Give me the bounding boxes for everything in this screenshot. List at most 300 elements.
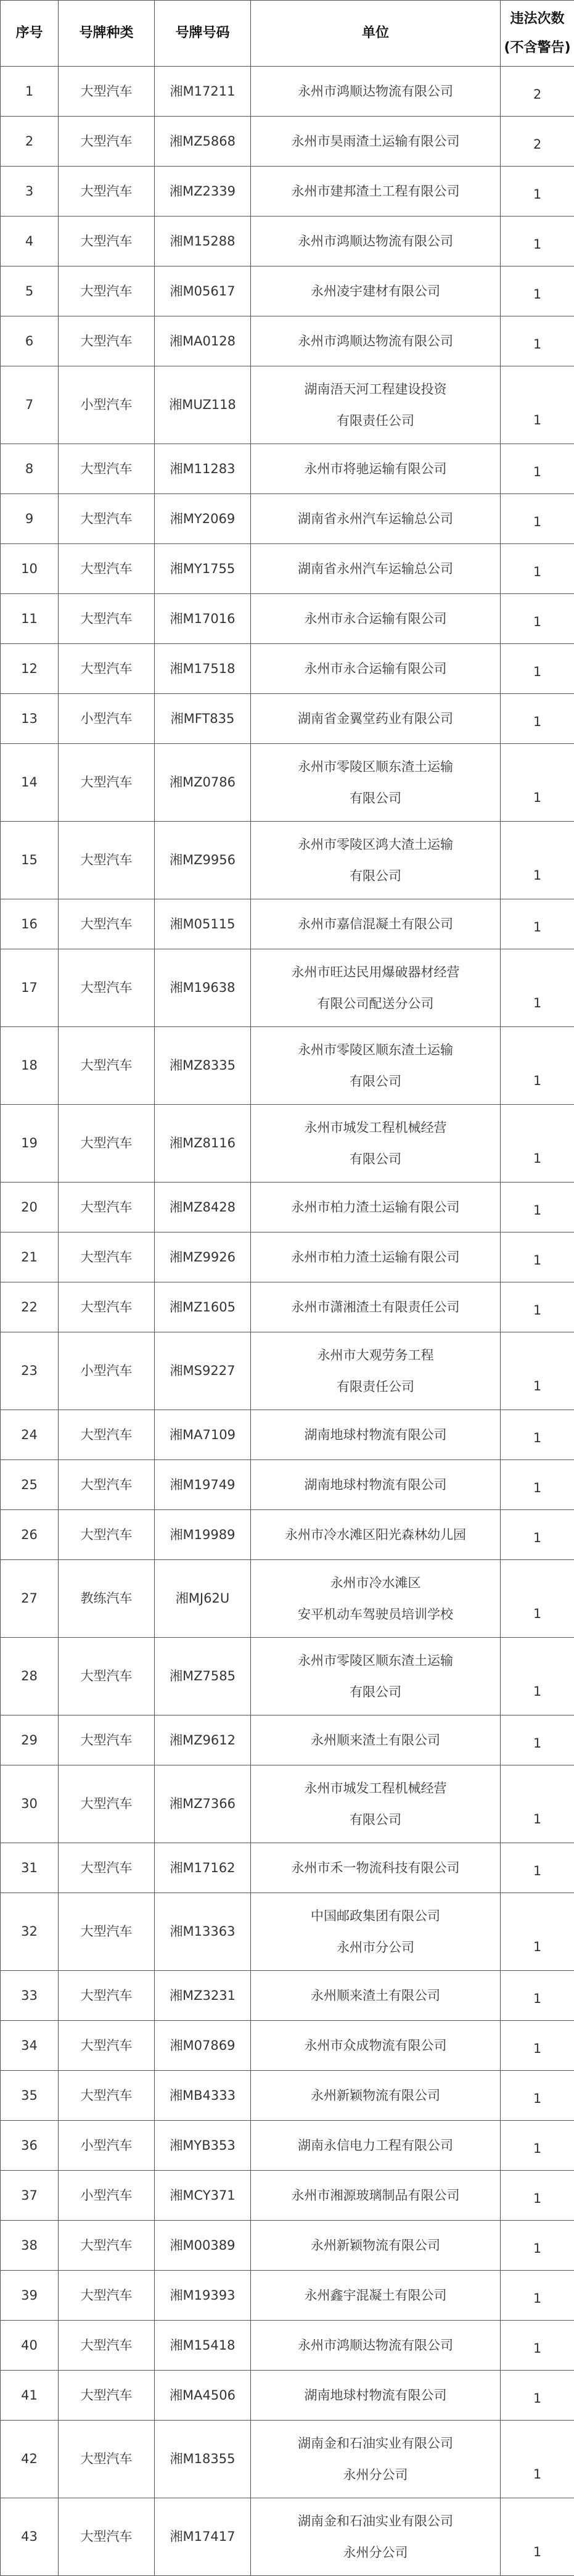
cell-unit xyxy=(251,1105,501,1183)
cell-violation-count xyxy=(501,1232,574,1282)
table-row xyxy=(1,1105,574,1183)
unit-line1: 永州市柏力渣土运输有限公司 xyxy=(251,1199,500,1215)
cell-unit xyxy=(251,2221,501,2271)
cell-violation-count xyxy=(501,167,574,217)
cell-seq: 23 xyxy=(1,1332,59,1410)
cell-unit xyxy=(251,1410,501,1460)
unit-line1: 永州市建邦渣土工程有限公司 xyxy=(251,183,500,199)
violation-count-value: 1 xyxy=(501,2234,574,2256)
cell-plate-number: 湘MZ3231 xyxy=(155,1971,251,2021)
cell-violation-count xyxy=(501,1105,574,1183)
cell-violation-count xyxy=(501,1560,574,1638)
cell-plate-type: 大型汽车 xyxy=(59,822,155,899)
unit-line1: 永州市鸿顺达物流有限公司 xyxy=(251,83,500,99)
cell-seq: 32 xyxy=(1,1893,59,1971)
header-plate-type: 号牌种类 xyxy=(59,1,155,67)
cell-unit xyxy=(251,1232,501,1282)
unit-line1: 永州市城发工程机械经营 xyxy=(251,1780,500,1796)
cell-seq: 14 xyxy=(1,744,59,822)
cell-seq: 1 xyxy=(1,67,59,117)
cell-seq: 3 xyxy=(1,167,59,217)
unit-line1: 湖南省金翼堂药业有限公司 xyxy=(251,711,500,727)
cell-seq: 24 xyxy=(1,1410,59,1460)
cell-plate-type: 大型汽车 xyxy=(59,1765,155,1843)
cell-seq: 4 xyxy=(1,217,59,266)
cell-plate-type: 大型汽车 xyxy=(59,644,155,694)
violation-count-value: 1 xyxy=(501,913,574,935)
unit-line2: 安平机动车驾驶员培训学校 xyxy=(251,1606,500,1622)
cell-seq: 19 xyxy=(1,1105,59,1183)
cell-plate-type: 大型汽车 xyxy=(59,167,155,217)
cell-seq: 31 xyxy=(1,1843,59,1893)
cell-violation-count xyxy=(501,594,574,644)
cell-plate-type: 大型汽车 xyxy=(59,1105,155,1183)
cell-plate-number: 湘M13363 xyxy=(155,1893,251,1971)
unit-line1: 永州市鸿顺达物流有限公司 xyxy=(251,233,500,249)
cell-seq: 15 xyxy=(1,822,59,899)
table-row xyxy=(1,899,574,949)
cell-unit xyxy=(251,2021,501,2071)
cell-plate-type: 大型汽车 xyxy=(59,2371,155,2421)
table-row xyxy=(1,1510,574,1560)
violation-count-value: 1 xyxy=(501,1984,574,2007)
cell-plate-type: 大型汽车 xyxy=(59,494,155,544)
table-row xyxy=(1,1027,574,1105)
cell-plate-type: 大型汽车 xyxy=(59,217,155,266)
cell-plate-number: 湘MA7109 xyxy=(155,1410,251,1460)
cell-seq: 35 xyxy=(1,2071,59,2121)
cell-plate-number: 湘MA0128 xyxy=(155,316,251,366)
cell-unit xyxy=(251,167,501,217)
table-row xyxy=(1,1460,574,1510)
cell-seq: 30 xyxy=(1,1765,59,1843)
cell-plate-type: 大型汽车 xyxy=(59,2271,155,2321)
cell-plate-type: 大型汽车 xyxy=(59,744,155,822)
cell-plate-number: 湘M17518 xyxy=(155,644,251,694)
cell-plate-type: 小型汽车 xyxy=(59,694,155,744)
table-header-row xyxy=(1,1,574,67)
table-body xyxy=(1,67,574,2576)
table-row xyxy=(1,217,574,266)
cell-plate-number: 湘M18355 xyxy=(155,2421,251,2498)
cell-seq: 40 xyxy=(1,2321,59,2371)
cell-plate-number: 湘M17162 xyxy=(155,1843,251,1893)
table-row xyxy=(1,2221,574,2271)
cell-seq: 16 xyxy=(1,899,59,949)
violation-count-value: 1 xyxy=(501,2034,574,2057)
unit-line1: 永州市潇湘渣土有限责任公司 xyxy=(251,1299,500,1315)
table-row xyxy=(1,1893,574,1971)
cell-unit xyxy=(251,2271,501,2321)
unit-line1: 永州市嘉信混凝土有限公司 xyxy=(251,916,500,932)
cell-violation-count xyxy=(501,2221,574,2271)
table-row xyxy=(1,2071,574,2121)
cell-unit xyxy=(251,1765,501,1843)
table-row xyxy=(1,1765,574,1843)
cell-unit xyxy=(251,266,501,316)
cell-unit xyxy=(251,1282,501,1332)
cell-violation-count xyxy=(501,1027,574,1105)
cell-plate-type: 大型汽车 xyxy=(59,1715,155,1765)
violation-count-value: 1 xyxy=(501,280,574,302)
cell-unit xyxy=(251,694,501,744)
cell-violation-count xyxy=(501,949,574,1027)
violation-count-value: 2 xyxy=(501,130,574,152)
unit-line1: 永州市鸿顺达物流有限公司 xyxy=(251,333,500,349)
cell-plate-type: 大型汽车 xyxy=(59,2071,155,2121)
cell-seq: 39 xyxy=(1,2271,59,2321)
cell-violation-count xyxy=(501,2271,574,2321)
cell-plate-number: 湘MB4333 xyxy=(155,2071,251,2121)
cell-unit xyxy=(251,494,501,544)
cell-plate-type: 小型汽车 xyxy=(59,1332,155,1410)
violation-count-value: 1 xyxy=(501,1347,574,1394)
cell-unit xyxy=(251,2071,501,2121)
cell-unit xyxy=(251,1971,501,2021)
cell-violation-count xyxy=(501,2371,574,2421)
cell-seq: 34 xyxy=(1,2021,59,2071)
cell-violation-count xyxy=(501,1638,574,1715)
cell-plate-number: 湘M05617 xyxy=(155,266,251,316)
cell-plate-number: 湘M11283 xyxy=(155,444,251,494)
unit-line1: 永州市零陵区顺东渣土运输 xyxy=(251,1042,500,1058)
table-row xyxy=(1,167,574,217)
violation-count-value: 1 xyxy=(501,658,574,680)
unit-line1: 湖南金和石油实业有限公司 xyxy=(251,2435,500,2451)
cell-violation-count xyxy=(501,494,574,544)
violation-count-value: 1 xyxy=(501,180,574,202)
table-row xyxy=(1,316,574,366)
unit-line2: 有限公司 xyxy=(251,790,500,806)
table-row xyxy=(1,744,574,822)
cell-violation-count xyxy=(501,1971,574,2021)
violation-count-value: 1 xyxy=(501,2334,574,2356)
cell-plate-number: 湘M19638 xyxy=(155,949,251,1027)
violation-count-value: 1 xyxy=(501,1246,574,1268)
header-count-line1: 违法次数 xyxy=(510,11,564,27)
violation-count-value: 1 xyxy=(501,1780,574,1827)
cell-unit xyxy=(251,1560,501,1638)
table-row xyxy=(1,1410,574,1460)
cell-unit xyxy=(251,2371,501,2421)
table-row xyxy=(1,2321,574,2371)
cell-violation-count xyxy=(501,366,574,444)
cell-violation-count xyxy=(501,694,574,744)
violation-count-value: 1 xyxy=(501,330,574,352)
cell-plate-type: 大型汽车 xyxy=(59,1510,155,1560)
unit-line1: 永州市湘源玻璃制品有限公司 xyxy=(251,2187,500,2203)
unit-line1: 永州市冷水滩区阳光森林幼儿园 xyxy=(251,1527,500,1543)
cell-plate-number: 湘MZ7585 xyxy=(155,1638,251,1715)
cell-unit xyxy=(251,544,501,594)
unit-line2: 有限公司 xyxy=(251,868,500,884)
cell-plate-number: 湘MZ2339 xyxy=(155,167,251,217)
violation-count-value: 2 xyxy=(501,80,574,102)
cell-plate-number: 湘MZ1605 xyxy=(155,1282,251,1332)
table-row xyxy=(1,2421,574,2498)
table-row xyxy=(1,2121,574,2171)
violation-count-value: 1 xyxy=(501,2084,574,2107)
cell-violation-count xyxy=(501,1460,574,1510)
violation-count-value: 1 xyxy=(501,2284,574,2306)
cell-plate-number: 湘MZ7366 xyxy=(155,1765,251,1843)
cell-violation-count xyxy=(501,1282,574,1332)
cell-plate-number: 湘MJ62U xyxy=(155,1560,251,1638)
cell-seq: 12 xyxy=(1,644,59,694)
cell-seq: 29 xyxy=(1,1715,59,1765)
cell-plate-type: 大型汽车 xyxy=(59,1971,155,2021)
violation-count-value: 1 xyxy=(501,458,574,480)
table-row xyxy=(1,1560,574,1638)
violation-count-value: 1 xyxy=(501,964,574,1011)
table-row xyxy=(1,2498,574,2576)
unit-line1: 永州凌宇建材有限公司 xyxy=(251,283,500,299)
cell-seq: 28 xyxy=(1,1638,59,1715)
cell-seq: 42 xyxy=(1,2421,59,2498)
cell-unit xyxy=(251,949,501,1027)
unit-line1: 永州市鸿顺达物流有限公司 xyxy=(251,2337,500,2353)
unit-line1: 永州市零陵区鸿大渣土运输 xyxy=(251,836,500,852)
cell-seq: 17 xyxy=(1,949,59,1027)
violation-count-value: 1 xyxy=(501,1042,574,1089)
table-row xyxy=(1,949,574,1027)
cell-plate-type: 大型汽车 xyxy=(59,1410,155,1460)
table-row xyxy=(1,1282,574,1332)
cell-plate-number: 湘M15418 xyxy=(155,2321,251,2371)
cell-plate-type: 大型汽车 xyxy=(59,2421,155,2498)
cell-violation-count xyxy=(501,744,574,822)
unit-line1: 湖南省永州汽车运输总公司 xyxy=(251,561,500,577)
violation-count-value: 1 xyxy=(501,1729,574,1751)
violation-count-value: 1 xyxy=(501,1474,574,1496)
unit-line1: 永州市昊雨渣土运输有限公司 xyxy=(251,133,500,149)
unit-line2: 永州分公司 xyxy=(251,2545,500,2561)
cell-violation-count xyxy=(501,2071,574,2121)
cell-unit xyxy=(251,1510,501,1560)
cell-violation-count xyxy=(501,1893,574,1971)
cell-plate-type: 大型汽车 xyxy=(59,544,155,594)
cell-plate-type: 大型汽车 xyxy=(59,949,155,1027)
header-seq: 序号 xyxy=(1,1,59,67)
unit-line1: 永州市大观劳务工程 xyxy=(251,1347,500,1363)
cell-plate-number: 湘MCY371 xyxy=(155,2171,251,2221)
cell-unit xyxy=(251,1027,501,1105)
cell-unit xyxy=(251,899,501,949)
cell-violation-count xyxy=(501,899,574,949)
cell-unit xyxy=(251,1460,501,1510)
cell-seq: 5 xyxy=(1,266,59,316)
cell-violation-count xyxy=(501,644,574,694)
cell-plate-type: 大型汽车 xyxy=(59,1638,155,1715)
cell-violation-count xyxy=(501,1715,574,1765)
cell-unit xyxy=(251,217,501,266)
table-row xyxy=(1,822,574,899)
table-row xyxy=(1,1843,574,1893)
cell-violation-count xyxy=(501,217,574,266)
unit-line1: 永州市城发工程机械经营 xyxy=(251,1120,500,1136)
violation-count-value: 1 xyxy=(501,1908,574,1955)
header-count-line2: (不含警告) xyxy=(501,39,574,57)
unit-line2: 永州分公司 xyxy=(251,2467,500,2483)
violation-count-value: 1 xyxy=(501,1296,574,1318)
cell-plate-number: 湘M00389 xyxy=(155,2221,251,2271)
cell-violation-count xyxy=(501,2321,574,2371)
cell-plate-type: 大型汽车 xyxy=(59,67,155,117)
violation-count-value: 1 xyxy=(501,381,574,428)
unit-line1: 永州市众成物流有限公司 xyxy=(251,2037,500,2054)
cell-plate-type: 教练汽车 xyxy=(59,1560,155,1638)
violation-count-value: 1 xyxy=(501,2384,574,2406)
cell-seq: 41 xyxy=(1,2371,59,2421)
cell-unit xyxy=(251,594,501,644)
table-row xyxy=(1,1638,574,1715)
cell-unit xyxy=(251,366,501,444)
unit-line1: 永州市零陵区顺东渣土运输 xyxy=(251,759,500,775)
table-row xyxy=(1,544,574,594)
unit-line1: 永州市将驰运输有限公司 xyxy=(251,461,500,477)
cell-plate-type: 大型汽车 xyxy=(59,1027,155,1105)
table-row xyxy=(1,694,574,744)
cell-unit xyxy=(251,67,501,117)
cell-plate-number: 湘MUZ118 xyxy=(155,366,251,444)
unit-line1: 永州市禾一物流科技有限公司 xyxy=(251,1860,500,1876)
unit-line1: 湖南地球村物流有限公司 xyxy=(251,1477,500,1493)
cell-plate-number: 湘MZ0786 xyxy=(155,744,251,822)
cell-plate-type: 大型汽车 xyxy=(59,316,155,366)
violation-count-value: 1 xyxy=(501,608,574,630)
cell-unit xyxy=(251,316,501,366)
cell-seq: 22 xyxy=(1,1282,59,1332)
cell-violation-count xyxy=(501,316,574,366)
table-row xyxy=(1,2271,574,2321)
unit-line1: 湖南省永州汽车运输总公司 xyxy=(251,511,500,527)
cell-unit xyxy=(251,444,501,494)
cell-plate-type: 小型汽车 xyxy=(59,2171,155,2221)
violation-count-value: 1 xyxy=(501,2134,574,2157)
cell-violation-count xyxy=(501,67,574,117)
cell-plate-number: 湘MZ8335 xyxy=(155,1027,251,1105)
cell-plate-number: 湘MZ8428 xyxy=(155,1183,251,1232)
cell-unit xyxy=(251,2421,501,2498)
cell-plate-number: 湘M17211 xyxy=(155,67,251,117)
violation-count-value: 1 xyxy=(501,558,574,580)
cell-unit xyxy=(251,1332,501,1410)
unit-line2: 有限公司 xyxy=(251,1812,500,1828)
unit-line1: 湖南地球村物流有限公司 xyxy=(251,2387,500,2403)
cell-plate-type: 大型汽车 xyxy=(59,117,155,167)
unit-line1: 永州市旺达民用爆破器材经营 xyxy=(251,964,500,980)
cell-seq: 36 xyxy=(1,2121,59,2171)
table-row xyxy=(1,594,574,644)
cell-plate-type: 大型汽车 xyxy=(59,899,155,949)
table-row xyxy=(1,1232,574,1282)
cell-plate-type: 小型汽车 xyxy=(59,2121,155,2171)
cell-violation-count xyxy=(501,1510,574,1560)
violation-count-value: 1 xyxy=(501,708,574,730)
unit-line1: 永州市柏力渣土运输有限公司 xyxy=(251,1249,500,1265)
cell-plate-number: 湘MZ5868 xyxy=(155,117,251,167)
violation-count-value: 1 xyxy=(501,1424,574,1446)
unit-line2: 有限公司 xyxy=(251,1684,500,1700)
cell-plate-type: 大型汽车 xyxy=(59,2498,155,2576)
table-row xyxy=(1,2371,574,2421)
cell-unit xyxy=(251,2498,501,2576)
violation-count-value: 1 xyxy=(501,1120,574,1166)
violation-count-value: 1 xyxy=(501,1653,574,1699)
cell-violation-count xyxy=(501,1765,574,1843)
cell-plate-number: 湘MZ9956 xyxy=(155,822,251,899)
cell-unit xyxy=(251,744,501,822)
unit-line1: 永州新颖物流有限公司 xyxy=(251,2087,500,2103)
cell-unit xyxy=(251,2321,501,2371)
cell-plate-type: 小型汽车 xyxy=(59,366,155,444)
cell-plate-type: 大型汽车 xyxy=(59,266,155,316)
cell-plate-type: 大型汽车 xyxy=(59,2321,155,2371)
cell-plate-number: 湘MZ9612 xyxy=(155,1715,251,1765)
unit-line1: 永州市零陵区顺东渣土运输 xyxy=(251,1653,500,1669)
cell-plate-type: 大型汽车 xyxy=(59,2021,155,2071)
cell-plate-type: 大型汽车 xyxy=(59,1232,155,1282)
unit-line1: 永州市永合运输有限公司 xyxy=(251,661,500,677)
cell-plate-type: 大型汽车 xyxy=(59,1843,155,1893)
cell-violation-count xyxy=(501,822,574,899)
unit-line1: 中国邮政集团有限公司 xyxy=(251,1908,500,1924)
cell-unit xyxy=(251,1715,501,1765)
unit-line1: 湖南金和石油实业有限公司 xyxy=(251,2513,500,2529)
table-row xyxy=(1,444,574,494)
unit-line1: 永州鑫宇混凝土有限公司 xyxy=(251,2287,500,2303)
violation-count-value: 1 xyxy=(501,508,574,530)
cell-plate-number: 湘M05115 xyxy=(155,899,251,949)
violation-count-value: 1 xyxy=(501,759,574,806)
header-violation-count xyxy=(501,1,574,67)
cell-violation-count xyxy=(501,2021,574,2071)
cell-violation-count xyxy=(501,117,574,167)
unit-line1: 永州顺来渣土有限公司 xyxy=(251,1988,500,2004)
cell-seq: 9 xyxy=(1,494,59,544)
table-row xyxy=(1,366,574,444)
cell-plate-number: 湘MZ8116 xyxy=(155,1105,251,1183)
cell-plate-number: 湘M15288 xyxy=(155,217,251,266)
table-row xyxy=(1,117,574,167)
cell-plate-number: 湘MZ9926 xyxy=(155,1232,251,1282)
cell-seq: 33 xyxy=(1,1971,59,2021)
unit-line1: 永州新颖物流有限公司 xyxy=(251,2237,500,2253)
cell-violation-count xyxy=(501,2498,574,2576)
cell-seq: 13 xyxy=(1,694,59,744)
unit-line2: 有限公司 xyxy=(251,1151,500,1167)
table-row xyxy=(1,1332,574,1410)
table-row xyxy=(1,644,574,694)
cell-seq: 43 xyxy=(1,2498,59,2576)
cell-seq: 20 xyxy=(1,1183,59,1232)
violation-count-value: 1 xyxy=(501,1575,574,1622)
cell-plate-number: 湘MYB353 xyxy=(155,2121,251,2171)
cell-plate-number: 湘M17016 xyxy=(155,594,251,644)
table-row xyxy=(1,1715,574,1765)
cell-seq: 7 xyxy=(1,366,59,444)
unit-line1: 永州市冷水滩区 xyxy=(251,1575,500,1591)
cell-violation-count xyxy=(501,1183,574,1232)
violation-count-value: 1 xyxy=(501,836,574,883)
cell-plate-number: 湘MS9227 xyxy=(155,1332,251,1410)
cell-seq: 27 xyxy=(1,1560,59,1638)
cell-unit xyxy=(251,1893,501,1971)
table-row xyxy=(1,1183,574,1232)
cell-plate-type: 大型汽车 xyxy=(59,1282,155,1332)
cell-plate-number: 湘M07869 xyxy=(155,2021,251,2071)
table-row xyxy=(1,2171,574,2221)
